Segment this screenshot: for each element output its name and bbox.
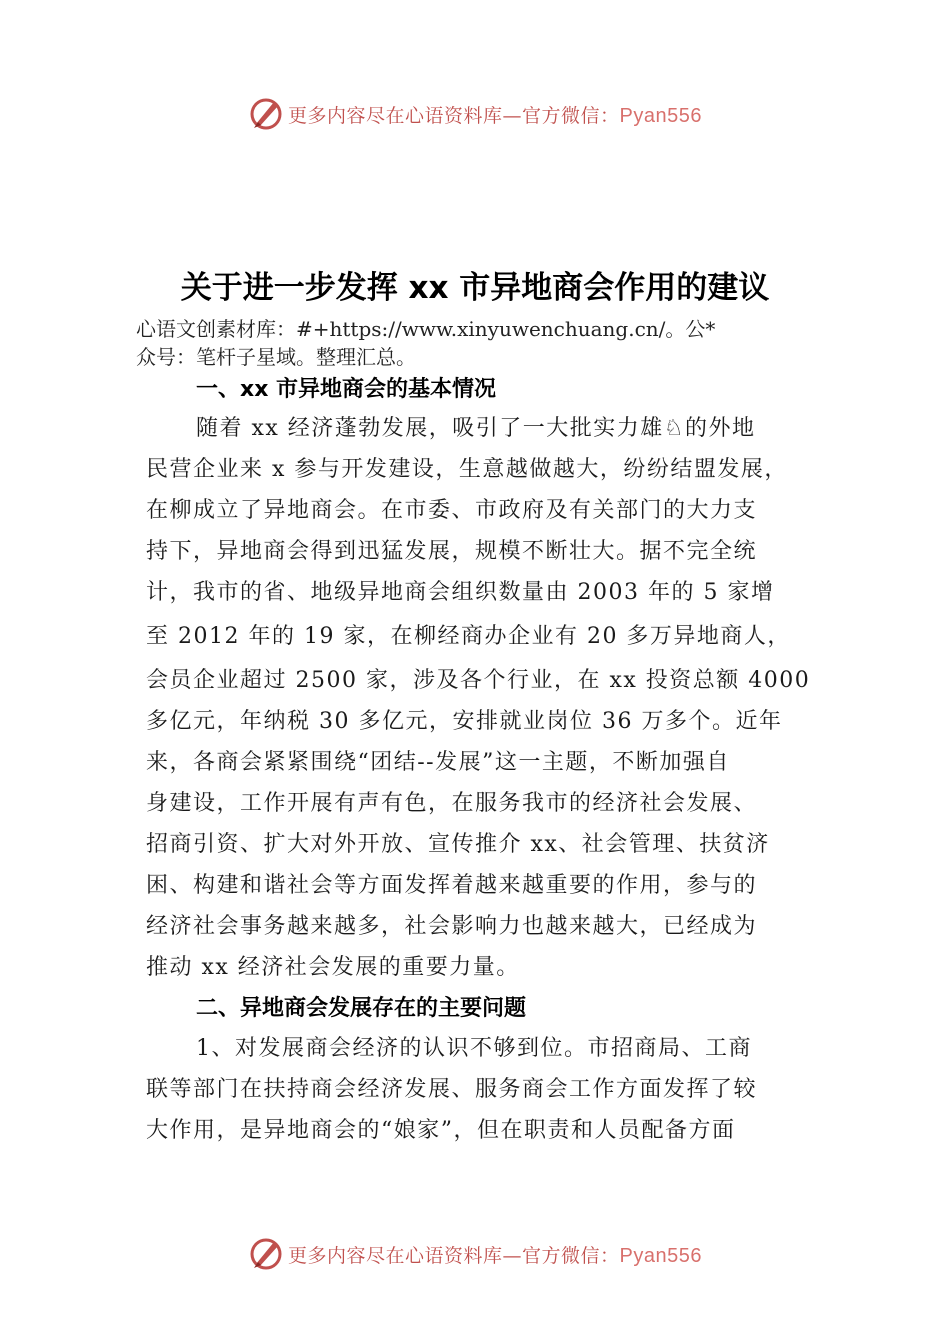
paragraph-line: 招商引资、扩大对外开放、宣传推介 xx、社会管理、扶贫济	[146, 832, 770, 857]
source-line: 心语文创素材库：#+https://www.xinyuwenchuang.cn/。公*	[136, 317, 716, 341]
source-line: 众号：笔杆子星域。整理汇总。	[136, 345, 416, 369]
paragraph-line: 在柳成立了异地商会。在市委、市政府及有关部门的大力支	[146, 498, 758, 523]
section-1-paragraph	[146, 408, 816, 988]
paragraph-line: 身建设，工作开展有声有色，在服务我市的经济社会发展、	[146, 791, 758, 816]
section-2-paragraph	[146, 1028, 816, 1151]
paragraph-line: 困、构建和谐社会等方面发挥着越来越重要的作用，参与的	[146, 873, 758, 898]
paragraph-line: 多亿元，年纳税 30 多亿元，安排就业岗位 36 万多个。近年	[146, 709, 783, 734]
paragraph-line: 推动 xx 经济社会发展的重要力量。	[146, 955, 520, 980]
paragraph-line: 联等部门在扶持商会经济发展、服务商会工作方面发挥了较	[146, 1077, 758, 1102]
paragraph-line: 1、对发展商会经济的认识不够到位。市招商局、工商	[196, 1036, 752, 1061]
header-banner	[0, 94, 950, 134]
paragraph-line: 会员企业超过 2500 家，涉及各个行业，在 xx 投资总额 4000	[146, 668, 811, 693]
source-note	[136, 315, 816, 371]
footer-banner	[0, 1234, 950, 1274]
paragraph-line: 大作用，是异地商会的“娘家”，但在职责和人员配备方面	[146, 1118, 736, 1143]
section-heading-2: 二、异地商会发展存在的主要问题	[196, 996, 527, 1021]
banner-text: 更多内容尽在心语资料库—官方微信：Pyan556	[288, 104, 702, 127]
pen-logo-icon	[248, 96, 284, 132]
paragraph-line: 民营企业来 x 参与开发建设，生意越做越大，纷纷结盟发展，	[146, 457, 788, 482]
paragraph-line: 持下，异地商会得到迅猛发展，规模不断壮大。据不完全统	[146, 539, 758, 564]
section-heading-1: 一、xx 市异地商会的基本情况	[196, 377, 497, 402]
paragraph-line: 至 2012 年的 19 家，在柳经商办企业有 20 多万异地商人，	[146, 624, 791, 649]
paragraph-line: 来，各商会紧紧围绕“团结--发展”这一主题，不断加强自	[146, 750, 730, 775]
paragraph-line: 随着 xx 经济蓬勃发展，吸引了一大批实力雄♘的外地	[196, 416, 756, 441]
paragraph-line: 经济社会事务越来越多，社会影响力也越来越大，已经成为	[146, 914, 758, 939]
wechat-id: Pyan556	[619, 1244, 702, 1267]
document-title: 关于进一步发挥 xx 市异地商会作用的建议	[180, 270, 770, 306]
pen-logo-icon	[248, 1236, 284, 1272]
banner-text: 更多内容尽在心语资料库—官方微信：Pyan556	[288, 1244, 702, 1267]
wechat-id: Pyan556	[619, 104, 702, 127]
paragraph-line: 计，我市的省、地级异地商会组织数量由 2003 年的 5 家增	[146, 580, 775, 605]
